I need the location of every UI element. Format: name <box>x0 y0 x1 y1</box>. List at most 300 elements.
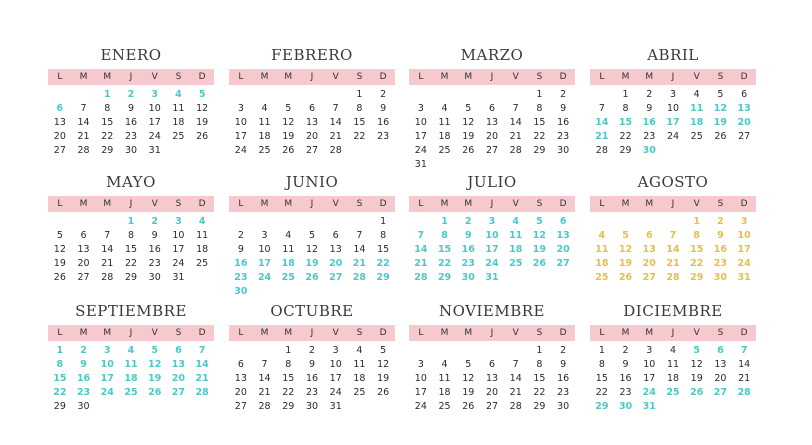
day-cell: 14 <box>77 117 90 128</box>
day-cell: 18 <box>438 131 451 142</box>
day-cell: 4 <box>127 345 135 356</box>
day-cell: 23 <box>305 387 319 398</box>
day-cell: 30 <box>618 401 633 412</box>
day-grid <box>48 88 214 158</box>
day-cell: 31 <box>148 145 161 156</box>
day-cell: 26 <box>53 272 66 283</box>
weekday-label: L <box>599 328 605 338</box>
weekday-header <box>229 325 395 341</box>
day-cell: 8 <box>536 103 543 114</box>
day-cell: 9 <box>622 359 629 370</box>
day-cell: 24 <box>329 387 342 398</box>
day-cell: 10 <box>258 244 271 255</box>
day-cell: 20 <box>485 131 499 142</box>
day-grid <box>590 88 756 158</box>
day-cell: 26 <box>282 145 295 156</box>
day-cell: 14 <box>353 244 366 255</box>
day-cell: 17 <box>100 373 114 384</box>
day-cell: 27 <box>171 387 186 398</box>
day-cell: 8 <box>285 359 292 370</box>
empty-cell <box>433 344 457 358</box>
day-cell: 15 <box>595 373 608 384</box>
day-cell: 20 <box>737 117 751 128</box>
day-cell: 8 <box>104 103 111 114</box>
weekday-label: L <box>238 72 244 82</box>
day-cell: 8 <box>536 359 543 370</box>
day-cell: 13 <box>305 117 319 128</box>
day-cell: 20 <box>485 387 499 398</box>
day-cell: 22 <box>353 131 366 142</box>
weekday-label: S <box>175 199 182 209</box>
weekday-header <box>409 196 575 212</box>
day-cell: 29 <box>619 145 632 156</box>
day-cell: 19 <box>196 117 209 128</box>
weekday-label: L <box>418 72 424 82</box>
day-cell: 3 <box>417 103 424 114</box>
day-cell: 14 <box>595 117 609 128</box>
empty-cell <box>590 88 614 102</box>
weekday-label: M <box>464 72 473 82</box>
day-cell: 9 <box>646 103 653 114</box>
day-cell: 29 <box>282 401 295 412</box>
day-cell: 10 <box>329 359 342 370</box>
weekday-label: M <box>260 328 269 338</box>
day-cell: 5 <box>465 359 472 370</box>
month-marzo <box>409 45 575 172</box>
day-cell: 23 <box>124 131 138 142</box>
day-cell: 16 <box>461 244 475 255</box>
month-junio <box>229 172 395 299</box>
day-cell: 21 <box>195 373 209 384</box>
day-cell: 4 <box>693 89 700 100</box>
day-grid <box>409 344 575 414</box>
day-cell: 10 <box>485 230 499 241</box>
day-cell: 13 <box>556 230 570 241</box>
day-cell: 1 <box>103 89 111 100</box>
day-cell: 14 <box>738 359 751 370</box>
empty-cell <box>229 215 253 229</box>
day-cell: 30 <box>77 401 90 412</box>
weekday-label: V <box>332 72 339 82</box>
day-cell: 20 <box>305 131 319 142</box>
day-cell: 15 <box>353 117 366 128</box>
day-cell: 18 <box>124 373 138 384</box>
weekday-label: V <box>332 199 339 209</box>
empty-cell <box>48 215 72 229</box>
day-cell: 12 <box>305 244 319 255</box>
weekday-label: D <box>198 72 206 82</box>
day-cell: 30 <box>148 272 161 283</box>
empty-cell <box>637 215 661 229</box>
weekday-label: J <box>490 328 494 338</box>
day-cell: 7 <box>598 103 605 114</box>
day-cell: 16 <box>305 373 319 384</box>
day-cell: 11 <box>509 230 523 241</box>
day-cell: 29 <box>101 145 114 156</box>
day-cell: 15 <box>124 244 138 255</box>
day-cell: 7 <box>417 230 425 241</box>
day-cell: 19 <box>462 131 475 142</box>
day-cell: 27 <box>53 145 66 156</box>
day-cell: 2 <box>80 345 87 356</box>
weekday-label: M <box>464 199 473 209</box>
day-cell: 12 <box>532 230 547 241</box>
day-cell: 4 <box>598 230 606 241</box>
day-cell: 10 <box>666 103 680 114</box>
empty-cell <box>276 88 300 102</box>
day-cell: 25 <box>172 131 185 142</box>
weekday-header <box>48 69 214 85</box>
empty-cell <box>456 88 480 102</box>
weekday-header <box>590 325 756 341</box>
day-cell: 16 <box>557 117 570 128</box>
day-cell: 2 <box>717 216 724 227</box>
day-cell: 15 <box>690 244 704 255</box>
day-cell: 29 <box>437 272 452 283</box>
day-cell: 8 <box>598 359 605 370</box>
day-cell: 19 <box>713 117 728 128</box>
weekday-label: M <box>464 328 473 338</box>
weekday-label: J <box>310 328 314 338</box>
day-cell: 12 <box>690 359 703 370</box>
weekday-label: M <box>284 328 293 338</box>
month-title: NOVIEMBRE <box>439 302 545 320</box>
day-cell: 15 <box>101 117 114 128</box>
day-cell: 27 <box>305 145 319 156</box>
day-cell: 17 <box>414 131 427 142</box>
day-cell: 13 <box>714 359 727 370</box>
day-cell: 25 <box>124 387 138 398</box>
weekday-label: L <box>238 328 244 338</box>
empty-cell <box>72 215 96 229</box>
day-grid <box>48 215 214 285</box>
day-cell: 7 <box>669 230 677 241</box>
day-cell: 19 <box>305 258 319 269</box>
day-cell: 18 <box>438 387 451 398</box>
weekday-label: M <box>103 72 112 82</box>
day-cell: 18 <box>258 131 271 142</box>
weekday-label: M <box>260 72 269 82</box>
day-cell: 3 <box>417 359 424 370</box>
day-cell: 11 <box>438 373 451 384</box>
day-cell: 6 <box>488 359 496 370</box>
weekday-label: V <box>693 199 700 209</box>
day-cell: 12 <box>282 117 295 128</box>
weekday-label: D <box>740 199 748 209</box>
day-cell: 14 <box>195 359 209 370</box>
day-cell: 26 <box>618 272 633 283</box>
weekday-label: J <box>129 199 133 209</box>
day-cell: 3 <box>332 345 339 356</box>
day-cell: 28 <box>666 272 680 283</box>
day-cell: 10 <box>737 230 751 241</box>
day-cell: 23 <box>461 258 475 269</box>
day-cell: 24 <box>257 272 272 283</box>
day-cell: 17 <box>257 258 272 269</box>
day-cell: 22 <box>101 131 114 142</box>
day-cell: 4 <box>261 103 268 114</box>
day-cell: 27 <box>77 272 90 283</box>
day-cell: 22 <box>282 387 295 398</box>
weekday-label: M <box>103 328 112 338</box>
day-cell: 11 <box>690 103 704 114</box>
day-cell: 6 <box>56 103 64 114</box>
day-cell: 1 <box>622 89 629 100</box>
day-cell: 22 <box>690 258 704 269</box>
weekday-label: L <box>238 199 244 209</box>
day-cell: 20 <box>329 258 343 269</box>
day-cell: 13 <box>329 244 342 255</box>
weekday-header <box>590 196 756 212</box>
day-cell: 21 <box>738 373 751 384</box>
weekday-label: S <box>536 199 543 209</box>
day-cell: 19 <box>618 258 633 269</box>
day-cell: 23 <box>557 131 570 142</box>
weekday-label: S <box>717 328 724 338</box>
empty-cell <box>253 88 277 102</box>
weekday-label: V <box>151 328 158 338</box>
day-cell: 16 <box>377 117 390 128</box>
day-cell: 31 <box>329 401 342 412</box>
day-cell: 29 <box>595 401 609 412</box>
day-cell: 20 <box>171 373 186 384</box>
day-cell: 25 <box>281 272 295 283</box>
day-cell: 30 <box>713 272 728 283</box>
day-cell: 29 <box>124 272 138 283</box>
day-cell: 30 <box>461 272 475 283</box>
empty-cell <box>504 88 528 102</box>
day-cell: 4 <box>285 230 292 241</box>
day-cell: 18 <box>172 117 185 128</box>
day-cell: 7 <box>80 103 87 114</box>
day-cell: 2 <box>560 345 567 356</box>
day-cell: 2 <box>127 89 135 100</box>
day-cell: 25 <box>196 258 209 269</box>
empty-cell <box>348 215 372 229</box>
day-cell: 6 <box>717 345 724 356</box>
day-cell: 27 <box>738 131 751 142</box>
day-cell: 19 <box>282 131 295 142</box>
day-cell: 28 <box>595 145 608 156</box>
day-cell: 15 <box>437 244 452 255</box>
weekday-label: D <box>379 328 387 338</box>
day-cell: 29 <box>690 272 704 283</box>
day-cell: 28 <box>737 387 751 398</box>
day-cell: 5 <box>536 216 543 227</box>
weekday-label: S <box>536 328 543 338</box>
weekday-header <box>48 196 214 212</box>
weekday-label: D <box>559 328 567 338</box>
day-cell: 6 <box>741 89 748 100</box>
empty-cell <box>324 88 348 102</box>
day-cell: 12 <box>148 359 162 370</box>
day-cell: 4 <box>669 345 677 356</box>
day-cell: 22 <box>595 387 608 398</box>
day-cell: 5 <box>308 230 316 241</box>
day-cell: 4 <box>441 359 448 370</box>
weekday-label: J <box>490 72 494 82</box>
day-cell: 28 <box>414 272 428 283</box>
day-cell: 19 <box>690 373 703 384</box>
empty-cell <box>433 88 457 102</box>
day-cell: 2 <box>646 89 653 100</box>
weekday-header <box>409 69 575 85</box>
day-cell: 4 <box>441 103 448 114</box>
day-cell: 5 <box>622 230 629 241</box>
month-title: JULIO <box>467 173 517 191</box>
day-cell: 16 <box>148 244 161 255</box>
day-cell: 7 <box>740 345 748 356</box>
day-cell: 18 <box>353 373 366 384</box>
day-cell: 1 <box>536 89 543 100</box>
day-cell: 17 <box>666 117 680 128</box>
empty-cell <box>409 88 433 102</box>
month-title: MARZO <box>460 46 524 64</box>
empty-cell <box>614 215 638 229</box>
weekday-label: M <box>645 328 654 338</box>
weekday-label: S <box>356 199 363 209</box>
weekday-label: M <box>440 328 449 338</box>
weekday-label: M <box>621 199 630 209</box>
day-cell: 10 <box>100 359 114 370</box>
day-cell: 1 <box>598 345 605 356</box>
day-cell: 26 <box>377 387 390 398</box>
day-cell: 11 <box>258 117 271 128</box>
weekday-label: L <box>57 328 63 338</box>
month-julio <box>409 172 575 285</box>
weekday-label: M <box>621 328 630 338</box>
day-cell: 10 <box>148 103 161 114</box>
day-cell: 22 <box>376 258 390 269</box>
day-cell: 27 <box>713 387 728 398</box>
day-cell: 1 <box>56 345 64 356</box>
day-cell: 6 <box>175 345 182 356</box>
weekday-label: J <box>671 328 675 338</box>
month-title: AGOSTO <box>637 173 709 191</box>
day-cell: 19 <box>462 387 475 398</box>
day-cell: 10 <box>414 117 427 128</box>
day-cell: 20 <box>234 387 247 398</box>
day-cell: 4 <box>198 216 206 227</box>
day-cell: 6 <box>645 230 653 241</box>
day-cell: 1 <box>536 345 543 356</box>
day-cell: 9 <box>560 359 567 370</box>
day-cell: 28 <box>509 401 522 412</box>
day-cell: 5 <box>380 345 387 356</box>
weekday-label: V <box>151 72 158 82</box>
day-cell: 28 <box>195 387 209 398</box>
day-cell: 25 <box>690 131 703 142</box>
day-cell: 11 <box>595 244 609 255</box>
day-cell: 26 <box>462 145 475 156</box>
day-cell: 22 <box>533 387 546 398</box>
day-cell: 31 <box>642 401 656 412</box>
day-cell: 5 <box>717 89 724 100</box>
weekday-label: M <box>621 72 630 82</box>
day-cell: 12 <box>53 244 66 255</box>
day-cell: 7 <box>261 359 268 370</box>
month-diciembre <box>590 301 756 414</box>
day-cell: 17 <box>737 244 751 255</box>
day-cell: 1 <box>441 216 448 227</box>
day-grid <box>229 344 395 414</box>
month-title: ENERO <box>100 46 162 64</box>
weekday-label: D <box>740 72 748 82</box>
day-cell: 29 <box>533 145 546 156</box>
day-cell: 16 <box>713 244 728 255</box>
day-cell: 25 <box>353 387 366 398</box>
weekday-label: J <box>310 72 314 82</box>
empty-cell <box>504 344 528 358</box>
day-cell: 22 <box>124 258 138 269</box>
weekday-label: J <box>129 328 133 338</box>
day-cell: 24 <box>172 258 185 269</box>
day-cell: 11 <box>353 359 366 370</box>
day-cell: 1 <box>285 345 292 356</box>
day-cell: 9 <box>560 103 567 114</box>
day-cell: 4 <box>356 345 363 356</box>
day-cell: 9 <box>151 230 158 241</box>
weekday-label: J <box>490 199 494 209</box>
day-cell: 8 <box>127 230 135 241</box>
day-cell: 21 <box>666 258 680 269</box>
day-cell: 27 <box>234 401 247 412</box>
day-cell: 5 <box>285 103 292 114</box>
weekday-header <box>590 69 756 85</box>
day-cell: 17 <box>234 131 247 142</box>
month-title: JUNIO <box>285 173 339 191</box>
day-cell: 25 <box>666 387 680 398</box>
day-cell: 30 <box>234 286 248 297</box>
day-cell: 31 <box>414 159 427 170</box>
day-cell: 18 <box>196 244 209 255</box>
day-cell: 9 <box>717 230 724 241</box>
weekday-label: D <box>379 72 387 82</box>
day-cell: 23 <box>76 387 91 398</box>
day-cell: 5 <box>56 230 63 241</box>
weekday-label: S <box>536 72 543 82</box>
weekday-label: D <box>559 72 567 82</box>
day-cell: 13 <box>642 244 656 255</box>
day-cell: 18 <box>666 373 680 384</box>
day-cell: 8 <box>693 230 701 241</box>
weekday-label: V <box>693 72 700 82</box>
empty-cell <box>456 344 480 358</box>
day-cell: 23 <box>557 387 570 398</box>
empty-cell <box>324 215 348 229</box>
day-cell: 28 <box>258 401 271 412</box>
day-cell: 2 <box>380 89 387 100</box>
day-cell: 12 <box>462 373 475 384</box>
day-cell: 8 <box>622 103 629 114</box>
empty-cell <box>661 215 685 229</box>
day-cell: 24 <box>234 145 247 156</box>
day-cell: 15 <box>533 373 546 384</box>
weekday-header <box>229 196 395 212</box>
day-cell: 11 <box>172 103 185 114</box>
day-cell: 31 <box>485 272 499 283</box>
day-cell: 18 <box>281 258 295 269</box>
day-cell: 26 <box>714 131 727 142</box>
month-febrero <box>229 45 395 158</box>
day-cell: 27 <box>485 145 499 156</box>
weekday-label: V <box>332 328 339 338</box>
day-cell: 13 <box>234 373 247 384</box>
day-cell: 10 <box>234 117 247 128</box>
day-cell: 8 <box>356 103 363 114</box>
day-cell: 18 <box>595 258 609 269</box>
day-cell: 21 <box>509 387 522 398</box>
